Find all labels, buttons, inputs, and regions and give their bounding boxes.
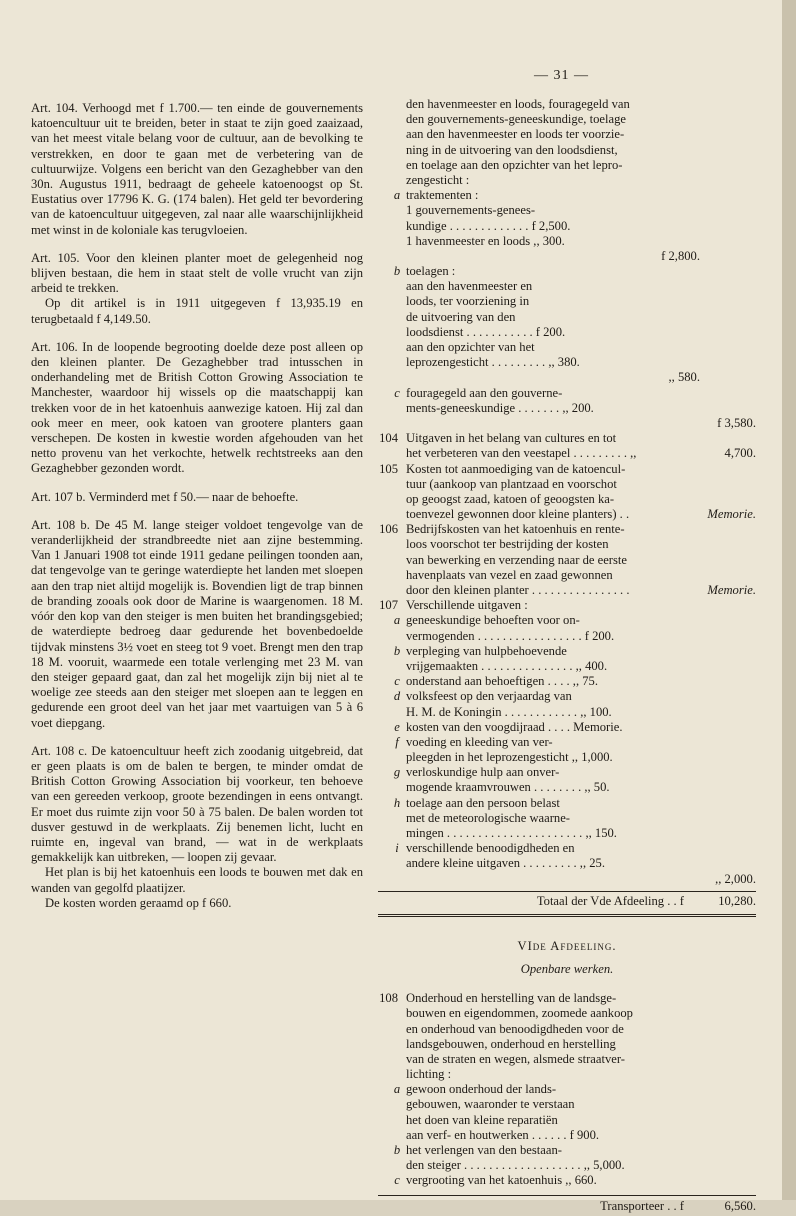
- item-letter: h: [393, 795, 401, 810]
- line-text: fouragegeld aan den gouverne-: [406, 385, 563, 400]
- ledger-line: [378, 765, 756, 780]
- item-letter: i: [395, 841, 399, 856]
- line-text: zengesticht :: [406, 172, 470, 187]
- item-letter: c: [394, 674, 400, 689]
- line-text: loods, ter voorziening in: [406, 294, 530, 309]
- ledger-line: [378, 735, 756, 750]
- line-text: mingen . . . . . . . . . . . . . . . . . . . . . . ,, 150.: [406, 826, 617, 840]
- left-paragraph: Art. 108 b. De 45 M. lange steiger voldoet tengevolge van de veranderlijkheid der strandbreedte niet aan zijne bestemming. Van 1 Januari 1908 tot einde 1911 gedane peilingen toonden aan, dat tengevolge van te geringe waterdiepte het landen met sloepen aan den trap niet altijd mogelijk is. Bovendien ligt de trap binnen de branding zooals ook door de Marine is waargenomen. 18 M. vóór den kop van den steiger is men buiten het brandingsgebied; de waterdiepte bedroeg daar gedurende het bovenbedoelde tijdvak minstens 3½ voet en steeg tot 9 voet. Brengt men den trap 18 M. vooruit, waarmede een totale verlenging met 23 M. van den steiger gepaard gaat, dan zal het mogelijk zijn bij niet al te woelige zee steeds aan den steiger met sloepen aan te leggen en gedurende een groot deel van het jaar met vaartuigen van 5 à 6 voet diepgang.: [31, 517, 363, 730]
- line-text: gebouwen, waaronder te verstaan: [406, 1097, 575, 1112]
- ledger-line: [378, 143, 756, 158]
- line-text: Verschillende uitgaven :: [406, 598, 528, 613]
- line-text: tuur (aankoop van plantzaad en voorschot: [406, 476, 617, 491]
- line-text: volksfeest op den verjaardag van: [406, 689, 572, 704]
- section-subheading: Openbare werken.: [520, 961, 614, 976]
- total-value: 10,280.: [718, 893, 756, 908]
- line-text: toelage aan den persoon belast: [406, 795, 560, 810]
- item-letter: f: [395, 734, 399, 749]
- line-text: landsgebouwen, onderhoud en herstelling: [406, 1036, 616, 1051]
- transport-value: 6,560.: [724, 1198, 756, 1213]
- line-text: aan den havenmeester en: [406, 279, 533, 294]
- ledger-line: [378, 568, 756, 583]
- article-number: 104: [379, 431, 398, 446]
- ledger-line: [378, 780, 756, 795]
- line-text: het doen van kleine reparatiën: [406, 1112, 558, 1127]
- double-rule: [378, 914, 756, 917]
- ledger-line: [378, 1052, 756, 1067]
- line-text: den havenmeester en loods, fouragegeld van: [406, 97, 630, 111]
- ledger-line: [378, 841, 756, 856]
- left-paragraph: Op dit artikel is in 1911 uitgegeven f 13,935.19 en terugbetaald f 4,149.50.: [31, 296, 363, 326]
- line-text: van de straten en wegen, alsmede straatver-: [406, 1051, 625, 1066]
- paragraph-gap: [31, 731, 363, 744]
- ledger-line: [378, 355, 756, 370]
- line-text: het verlengen van den bestaan-: [406, 1143, 562, 1158]
- ledger-line: [378, 97, 756, 112]
- line-text: door den kleinen planter . . . . . . . . . . . . . . . .: [406, 583, 630, 597]
- section-heading: VIde Afdeeling.: [517, 938, 617, 953]
- article-number: 105: [379, 461, 398, 476]
- ledger-line: [378, 720, 756, 735]
- ledger-line: [378, 644, 756, 659]
- line-text: verpleging van hulpbehoevende: [406, 643, 567, 658]
- line-text: den gouvernements-geneeskundige, toelage: [406, 112, 626, 127]
- ledger-line: [378, 203, 756, 218]
- line-text: den steiger . . . . . . . . . . . . . . . . . . . ,, 5,000.: [406, 1158, 625, 1173]
- ledger-line: [378, 613, 756, 628]
- line-text: toenvezel gewonnen door kleine planters) . .: [406, 507, 630, 522]
- line-text: op geoogst zaad, katoen of geoogsten ka-: [406, 491, 615, 506]
- article-number: 107: [379, 598, 398, 613]
- left-paragraph: Art. 105. Voor den kleinen planter moet de gelegenheid nog blijven bestaan, die hem in staat stelt de volle vrucht van zijn arbeid te trekken.: [31, 250, 363, 296]
- line-text: leprozengesticht . . . . . . . . . ,, 380.: [406, 355, 580, 370]
- item-letter: a: [393, 188, 401, 203]
- ledger-line: [378, 370, 756, 385]
- ledger-line: [378, 1006, 756, 1021]
- left-paragraph: Art. 108 c. De katoencultuur heeft zich zoodanig uitgebreid, dat er geen plaats is om de balen te bergen, te minder omdat de British Cotton Growing Association bij voorkeur, ten behoeve van een gereeden verkoop, groote bezendingen in eens ontvangt. Er moet dus ruimte zijn voor 50 à 75 balen. De balen worden tot dusver gestuwd in de werkplaats. Zij benemen licht, lucht en ruimte en, ingeval van brand, — wat in de werkplaats gemakkelijk kan uitbreken, — loopen zij gevaar.: [31, 743, 363, 865]
- line-text: bouwen en eigendommen, zoomede aankoop: [406, 1006, 633, 1021]
- line-text: Onderhoud en herstelling van de landsge-: [406, 991, 617, 1006]
- ledger-line: [378, 750, 756, 765]
- article-number: 108: [379, 991, 398, 1006]
- item-letter: d: [393, 689, 401, 704]
- ledger-line: [378, 249, 756, 264]
- line-text: het verbeteren van den veestapel . . . . . . . . . ,,: [406, 446, 637, 461]
- transport-row: [378, 1195, 756, 1216]
- line-text: traktementen :: [406, 188, 479, 203]
- ledger-line: [378, 537, 756, 552]
- transport-label: Transporteer . . f: [600, 1198, 684, 1213]
- item-letter: c: [394, 385, 400, 400]
- line-text: H. M. de Koningin . . . . . . . . . . . . ,, 100.: [406, 704, 612, 719]
- line-text: ning in de uitvoering van den loodsdienst,: [406, 142, 618, 157]
- line-text: ments-geneeskundige . . . . . . . ,, 200.: [406, 400, 594, 415]
- page-number: — 31 —: [534, 68, 589, 83]
- item-letter: b: [393, 264, 401, 279]
- article-number: 106: [379, 522, 398, 537]
- ledger-line: [378, 1067, 756, 1082]
- ledger-line: [378, 522, 756, 537]
- ledger-line: [378, 264, 756, 279]
- ledger-line: [378, 1082, 756, 1097]
- ledger-line: [378, 401, 756, 416]
- paragraph-gap: [31, 238, 363, 251]
- line-text: aan den opzichter van het: [406, 340, 535, 354]
- ledger-line: [378, 1097, 756, 1112]
- line-text: vergrooting van het katoenhuis ,, 660.: [406, 1173, 597, 1188]
- right-column: [378, 97, 756, 1216]
- line-text: 1 havenmeester en loods ,, 300.: [406, 233, 565, 248]
- ledger-line: [378, 158, 756, 173]
- item-letter: a: [393, 613, 401, 628]
- ledger-line: [378, 325, 756, 340]
- line-amount: f 3,580.: [717, 415, 756, 430]
- line-text: verloskundige hulp aan onver-: [406, 765, 560, 780]
- ledger-line: [378, 991, 756, 1006]
- ledger-line: [378, 507, 756, 522]
- line-text: en toelage aan den opzichter van het lepro-: [406, 157, 623, 172]
- total-label: Totaal der Vde Afdeeling . . f: [536, 893, 684, 908]
- ledger-line: [378, 477, 756, 492]
- line-amount: 4,700.: [724, 446, 756, 461]
- item-letter: b: [393, 1143, 401, 1158]
- line-text: gewoon onderhoud der lands-: [406, 1082, 557, 1097]
- line-text: de uitvoering van den: [406, 309, 516, 324]
- ledger-line: [378, 386, 756, 401]
- left-paragraph: De kosten worden geraamd op f 660.: [45, 895, 232, 910]
- ledger-line: [378, 583, 756, 598]
- line-text: geneeskundige behoeften voor on-: [406, 613, 580, 628]
- ledger-line: [378, 629, 756, 644]
- line-text: havenplaats van vezel en zaad gewonnen: [406, 567, 613, 582]
- ledger-line: [378, 705, 756, 720]
- ledger-line: [378, 462, 756, 477]
- line-text: kundige . . . . . . . . . . . . . f 2,500.: [406, 218, 571, 233]
- line-text: aan verf- en houtwerken . . . . . . f 900.: [406, 1127, 600, 1142]
- line-text: loodsdienst . . . . . . . . . . . f 200.: [406, 324, 566, 339]
- line-text: Bedrijfskosten van het katoenhuis en rente-: [406, 522, 625, 537]
- subtotal-amount: f 2,800.: [661, 248, 700, 263]
- paragraph-gap: [31, 327, 363, 340]
- ledger-line: [378, 446, 756, 461]
- line-amount: Memorie.: [707, 583, 756, 597]
- ledger-line: [378, 294, 756, 309]
- ledger-line: [378, 856, 756, 871]
- line-text: aan den havenmeester en loods ter voorzie-: [406, 127, 625, 142]
- left-paragraph: Art. 107 b. Verminderd met f 50.— naar de behoefte.: [31, 489, 299, 504]
- line-text: van bewerking en verzending naar de eerste: [406, 552, 627, 567]
- ledger-line: [378, 340, 756, 355]
- ledger-line: [378, 598, 756, 613]
- section-total-row: [378, 891, 756, 911]
- paragraph-gap: [31, 477, 363, 490]
- ledger-line: [378, 173, 756, 188]
- ledger-line: [378, 1113, 756, 1128]
- line-amount: Memorie.: [707, 507, 756, 522]
- line-text: en onderhoud van benoodigdheden voor de: [406, 1021, 624, 1036]
- ledger-line: [378, 689, 756, 704]
- ledger-line: [378, 674, 756, 689]
- line-text: voeding en kleeding van ver-: [406, 734, 553, 749]
- subtotal-amount: ,, 580.: [668, 370, 700, 385]
- line-text: vermogenden . . . . . . . . . . . . . . . . . f 200.: [406, 628, 615, 643]
- line-text: 1 gouvernements-genees-: [406, 203, 536, 218]
- ledger-line: [378, 127, 756, 142]
- ledger-line: [378, 310, 756, 325]
- ledger-line: [378, 279, 756, 294]
- line-text: andere kleine uitgaven . . . . . . . . . ,, 25.: [406, 856, 605, 871]
- paragraph-gap: [31, 505, 363, 518]
- line-text: kosten van den voogdijraad . . . . Memorie.: [406, 719, 623, 734]
- line-text: toelagen :: [406, 264, 456, 279]
- item-letter: b: [393, 643, 401, 658]
- item-letter: c: [394, 1173, 400, 1188]
- left-paragraph: Art. 106. In de loopende begrooting doelde deze post alleen op den kleinen planter. De Gezaghebber trad intusschen in onderhandeling met de British Cotton Growing Association te Manchester, waardoor hij wissels op die maatschappij kan trekken voor de in het katoenhuis aanwezige katoen. Hij zal dan ook meer en meer, ook katoen van grootere planters gaan verschepen. De kosten in kwestie worden afgehouden van het netto provenu van het verkochte, hetwelk rechtstreeks aan den Gezaghebber gezonden wordt.: [31, 339, 363, 476]
- ledger-line: [378, 1128, 756, 1143]
- line-text: Uitgaven in het belang van cultures en tot: [406, 431, 617, 446]
- ledger-line: [378, 1037, 756, 1052]
- ledger-line: [378, 1022, 756, 1037]
- ledger-line: [378, 1143, 756, 1158]
- ledger-line: [378, 431, 756, 446]
- ledger-line: [378, 188, 756, 203]
- ledger-line: [378, 811, 756, 826]
- ledger-line: [378, 492, 756, 507]
- ledger-line: [378, 796, 756, 811]
- ledger-line: [378, 416, 756, 431]
- item-letter: e: [394, 719, 400, 734]
- page-edge: [782, 0, 796, 1200]
- item-letter: g: [393, 765, 401, 780]
- ledger-line: [378, 234, 756, 249]
- ledger-line: [378, 112, 756, 127]
- line-text: lichting :: [406, 1067, 452, 1082]
- ledger-line: [378, 659, 756, 674]
- line-amount: ,, 2,000.: [715, 871, 756, 886]
- line-text: onderstand aan behoeftigen . . . . ,, 75.: [406, 674, 598, 689]
- line-text: loos voorschot ter bestrijding der kosten: [406, 537, 609, 552]
- line-text: met de meteorologische waarne-: [406, 810, 570, 825]
- line-text: pleegden in het leprozengesticht ,, 1,000.: [406, 750, 613, 765]
- ledger-line: [378, 1173, 756, 1188]
- line-text: vrijgemaakten . . . . . . . . . . . . . . . ,, 400.: [406, 658, 608, 673]
- ledger-line: [378, 826, 756, 841]
- left-column: [31, 101, 363, 911]
- ledger-line: [378, 219, 756, 234]
- left-paragraph: Art. 104. Verhoogd met f 1.700.— ten einde de gouvernements katoencultuur uit te breiden, beter in staat te zijn goed zaaizaad, van het meest vitale belang voor de cultuur, aan de bevolking te verstrekken, en door te gaan met de verbetering van de cultuurwijze. Volgens een bericht van den Gezaghebber van den 30n. Augustus 1911, bedraagt de geheele katoenoogst op St. Eustatius over 17796 K. G. (174 balen). Het geld ter bevordering van de katoencultuur uitgegeven, zal naar alle waarschijnlijkheid met winst in de koloniale kas terugvloeien.: [31, 101, 363, 237]
- ledger-line: [378, 553, 756, 568]
- line-text: verschillende benoodigdheden en: [406, 841, 575, 856]
- line-text: Kosten tot aanmoediging van de katoencul-: [406, 461, 626, 476]
- line-text: mogende kraamvrouwen . . . . . . . . ,, 50.: [406, 780, 610, 795]
- ledger-line: [378, 1158, 756, 1173]
- ledger-line: [378, 872, 756, 887]
- left-paragraph: Het plan is bij het katoenhuis een loods te bouwen met dak en wanden van gegolfd plaatijzer.: [31, 865, 363, 895]
- item-letter: a: [393, 1082, 401, 1097]
